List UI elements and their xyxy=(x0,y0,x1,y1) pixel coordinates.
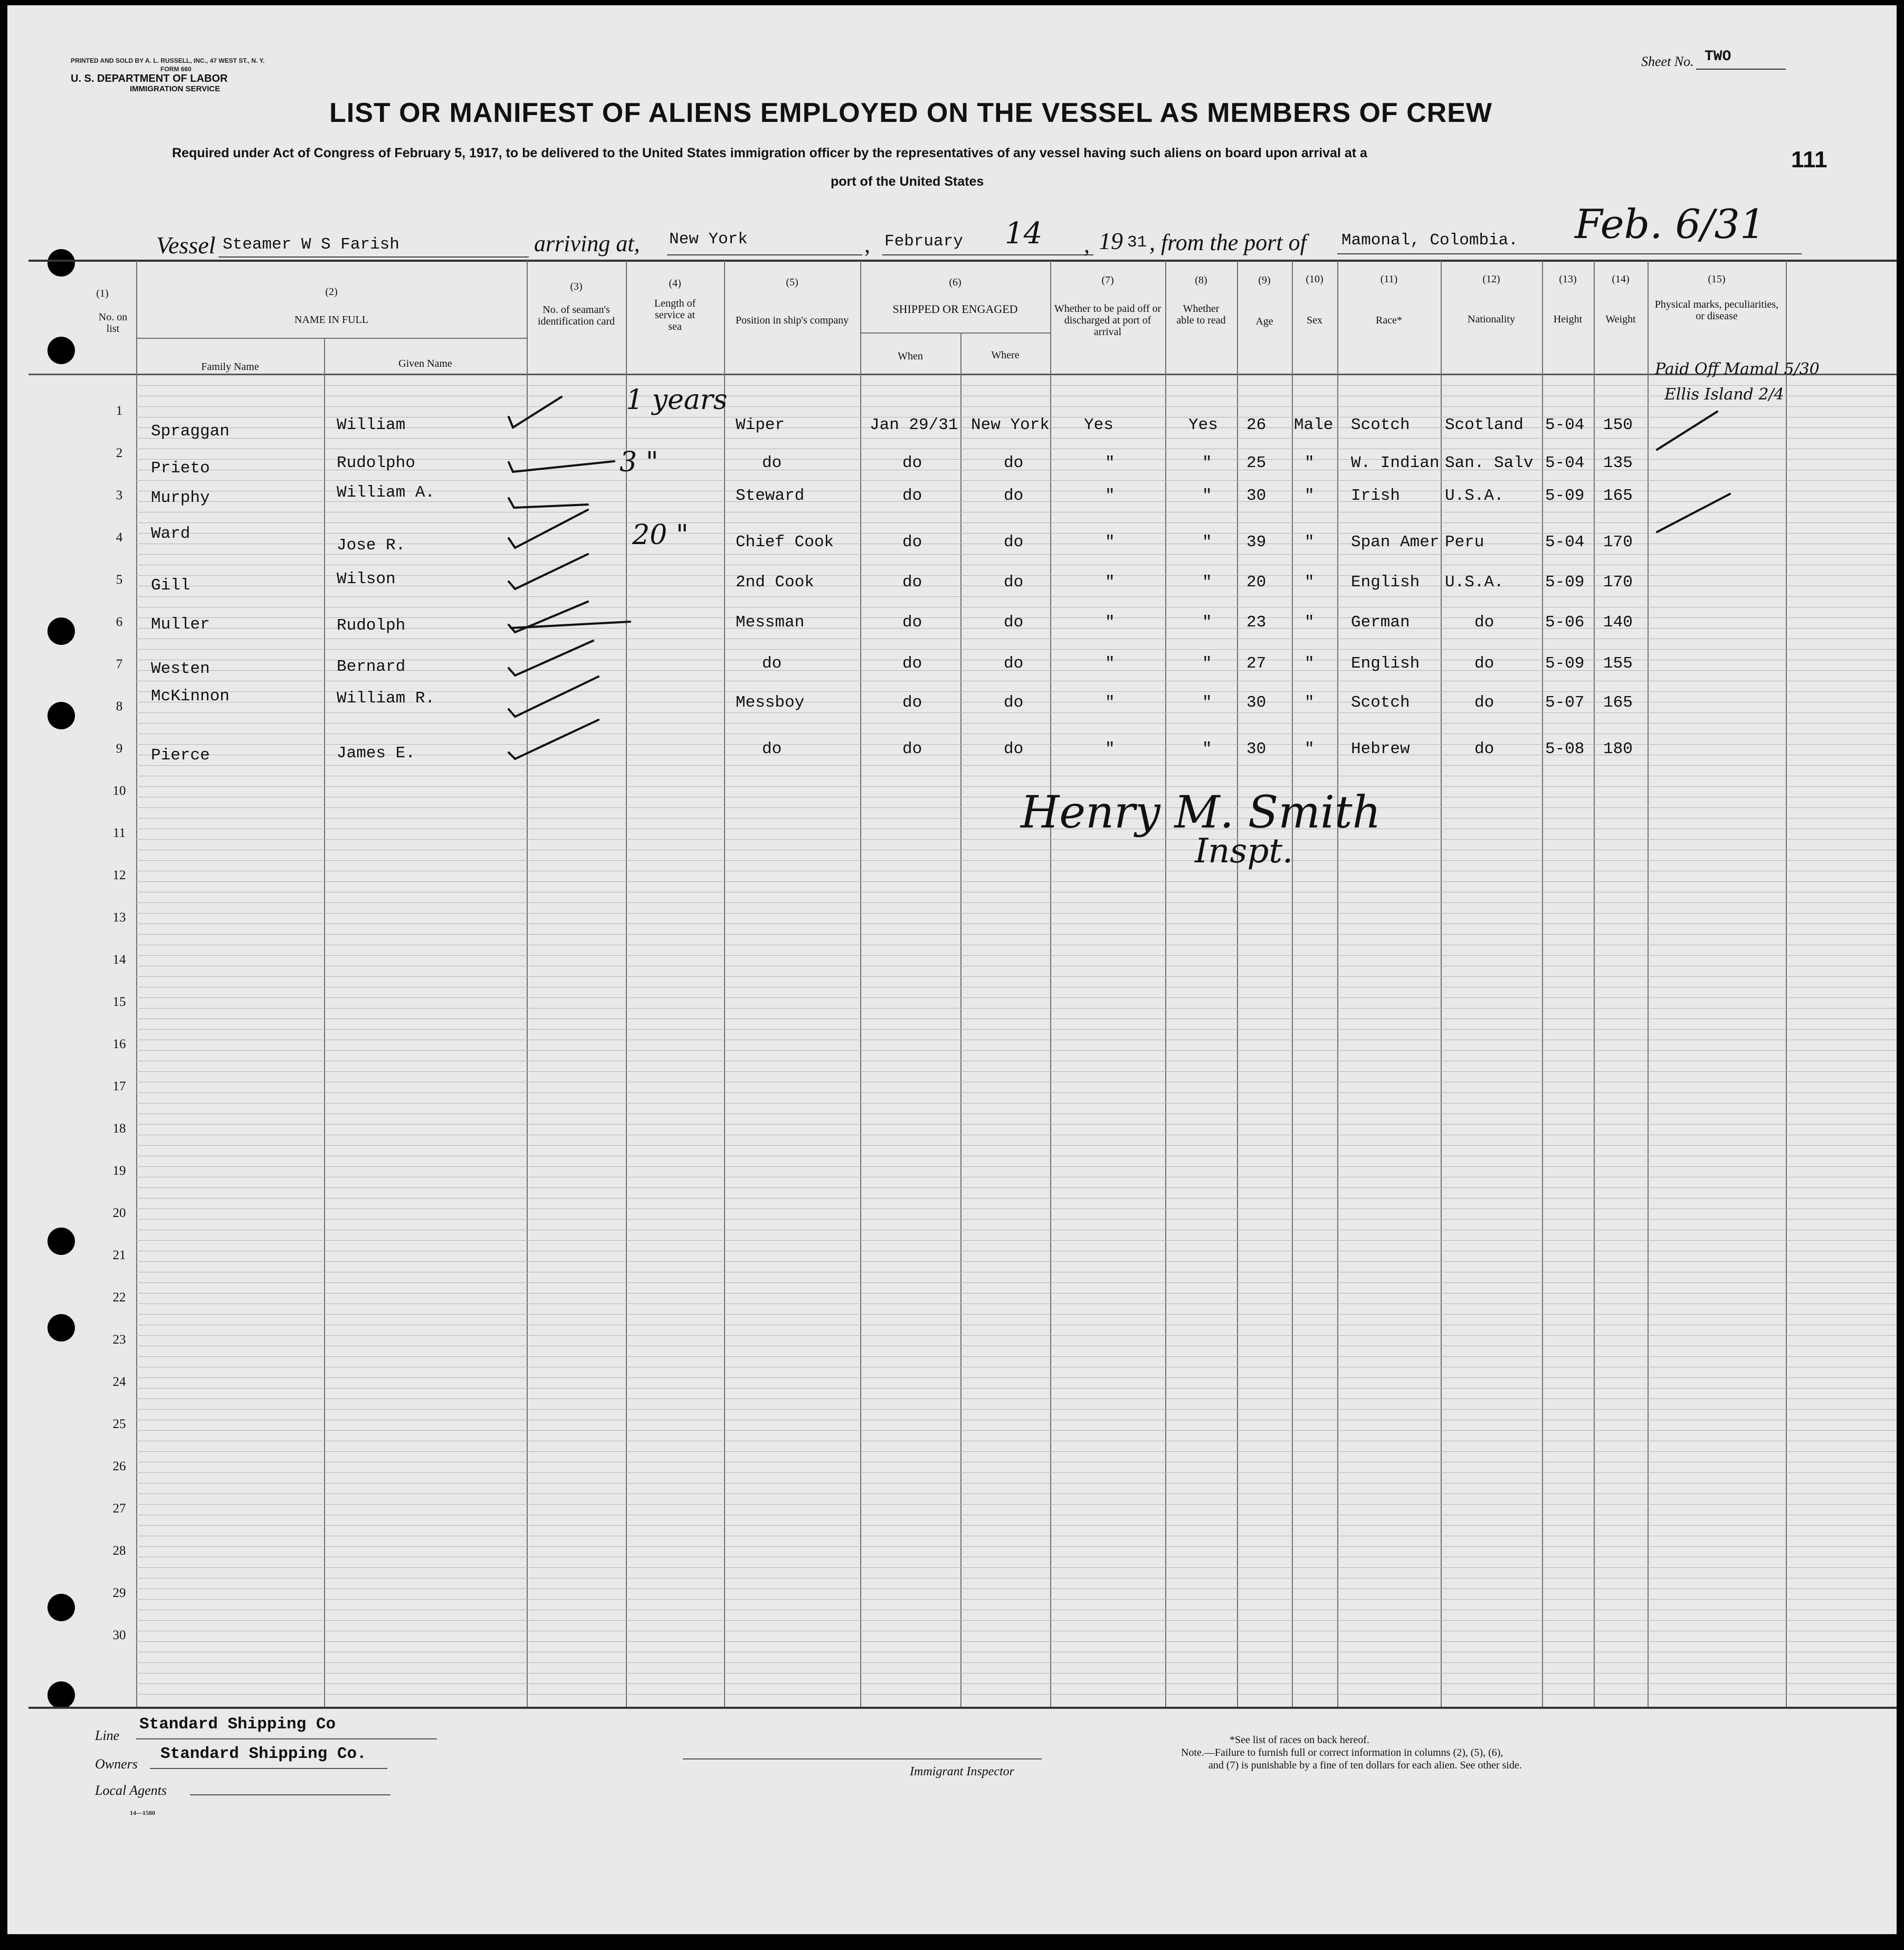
age-cell: 39 xyxy=(1246,533,1267,551)
able-to-read-cell: " xyxy=(1202,573,1212,592)
col-12-label: Nationality xyxy=(1468,313,1515,325)
paid-off-cell: " xyxy=(1105,613,1115,632)
col-5-label: Position in ship's company xyxy=(735,315,849,326)
owners-label: Owners xyxy=(95,1756,138,1772)
able-to-read-cell: " xyxy=(1202,533,1212,551)
row-number: 15 xyxy=(112,995,126,1009)
shipped-when-cell: do xyxy=(902,740,922,758)
physical-marks-note-2: Ellis Island 2/4 xyxy=(1664,385,1784,404)
local-agents-underline xyxy=(190,1794,391,1795)
height-cell: 5-06 xyxy=(1545,613,1585,632)
check-mark xyxy=(511,622,630,628)
shipped-when-cell: do xyxy=(902,654,922,673)
col-3-number: (3) xyxy=(570,281,583,292)
shipped-when-cell: do xyxy=(902,533,922,551)
col-5-number: (5) xyxy=(786,277,798,288)
age-cell: 30 xyxy=(1246,740,1267,758)
given-name-cell: William xyxy=(337,416,406,434)
able-to-read-cell: Yes xyxy=(1188,416,1218,434)
family-name-cell: Murphy xyxy=(151,489,210,507)
subtitle-line-1: Required under Act of Congress of February 5, 1917, to be delivered to the United States immigration officer by the representatives of any vessel having such aliens on board upon arrival at a xyxy=(172,146,1367,160)
inspector-signature-line xyxy=(683,1758,1042,1759)
line-value: Standard Shipping Co xyxy=(139,1715,336,1734)
row-number: 13 xyxy=(112,910,126,925)
shipped-where-cell: do xyxy=(1004,454,1024,472)
row-number: 2 xyxy=(116,446,123,460)
col-4-label: Length of service at sea xyxy=(654,298,696,332)
row-number: 9 xyxy=(116,741,123,756)
paid-off-cell: " xyxy=(1105,533,1115,551)
nationality-cell: do xyxy=(1474,654,1494,673)
nationality-cell: Peru xyxy=(1445,533,1484,551)
form-number: FORM 660 xyxy=(160,65,192,73)
owners-value: Standard Shipping Co. xyxy=(160,1745,367,1763)
check-mark xyxy=(509,498,588,508)
paid-off-cell: " xyxy=(1105,454,1115,472)
col-10-number: (10) xyxy=(1306,273,1324,285)
col-7-label: Whether to be paid off or discharged at port of arrival xyxy=(1054,303,1162,338)
given-name-cell: Jose R. xyxy=(337,536,406,555)
row-number: 4 xyxy=(116,530,123,545)
height-cell: 5-09 xyxy=(1545,573,1585,592)
family-name-cell: Westen xyxy=(151,660,210,678)
col-2-label: NAME IN FULL xyxy=(294,314,368,326)
weight-cell: 155 xyxy=(1603,654,1633,673)
year-prefix: 19 xyxy=(1099,227,1123,254)
line-label: Line xyxy=(95,1728,120,1743)
vessel-name: Steamer W S Farish xyxy=(223,235,399,254)
sex-cell: " xyxy=(1305,487,1315,505)
age-cell: 26 xyxy=(1246,416,1267,434)
year-suffix: 31 xyxy=(1127,233,1147,252)
row-number: 22 xyxy=(112,1290,126,1305)
col-6-when-label: When xyxy=(898,350,923,362)
able-to-read-cell: " xyxy=(1202,454,1212,472)
row-number: 7 xyxy=(116,657,123,671)
sex-cell: " xyxy=(1305,533,1315,551)
row-number: 28 xyxy=(112,1544,126,1558)
col-15-number: (15) xyxy=(1708,273,1726,285)
row-number: 20 xyxy=(112,1206,126,1220)
family-name-cell: McKinnon xyxy=(151,687,230,706)
shipped-where-cell: do xyxy=(1004,693,1024,712)
nationality-cell: do xyxy=(1474,693,1494,712)
printer-imprint: PRINTED AND SOLD BY A. L. RUSSELL, INC., 47 WEST ST., N. Y. xyxy=(71,57,265,64)
row-number: 16 xyxy=(112,1037,126,1051)
height-cell: 5-09 xyxy=(1545,487,1585,505)
col-2-number: (2) xyxy=(325,286,338,298)
age-cell: 30 xyxy=(1246,693,1267,712)
col-6-label: SHIPPED OR ENGAGED xyxy=(892,302,1018,316)
col-14-number: (14) xyxy=(1612,273,1630,285)
race-cell: Hebrew xyxy=(1351,740,1410,758)
weight-cell: 165 xyxy=(1603,693,1633,712)
given-name-cell: William R. xyxy=(337,689,435,708)
inspector-signature: Henry M. Smith xyxy=(1021,786,1381,838)
paid-off-cell: " xyxy=(1105,654,1115,673)
position-cell: Messboy xyxy=(736,693,805,712)
race-cell: German xyxy=(1351,613,1410,632)
given-name-cell: Bernard xyxy=(337,658,406,676)
service-length-2: 3 " xyxy=(620,446,659,478)
paid-off-cell: " xyxy=(1105,573,1115,592)
row-number: 26 xyxy=(112,1459,126,1473)
weight-cell: 180 xyxy=(1603,740,1633,758)
row-number: 24 xyxy=(112,1375,126,1389)
nationality-cell: do xyxy=(1474,613,1494,632)
arriving-label: arriving at, xyxy=(534,231,640,256)
row-number: 23 xyxy=(112,1333,126,1347)
col-2-given-label: Given Name xyxy=(398,358,452,369)
position-cell: do xyxy=(762,454,782,472)
sex-cell: " xyxy=(1305,693,1315,712)
nationality-cell: U.S.A. xyxy=(1445,487,1504,505)
weight-cell: 170 xyxy=(1603,573,1633,592)
check-mark xyxy=(509,677,598,717)
row-number: 14 xyxy=(112,953,126,967)
local-agents-label: Local Agents xyxy=(95,1783,167,1798)
col-13-label: Height xyxy=(1553,313,1583,325)
col-11-number: (11) xyxy=(1380,273,1398,285)
shipped-when-cell: do xyxy=(902,454,922,472)
paid-off-cell: " xyxy=(1105,487,1115,505)
family-name-cell: Prieto xyxy=(151,459,210,478)
row-number: 11 xyxy=(112,826,126,840)
vessel-label: Vessel xyxy=(156,232,216,259)
race-cell: W. Indian xyxy=(1351,454,1440,472)
position-cell: 2nd Cook xyxy=(736,573,814,592)
service-length-4: 20 " xyxy=(632,519,689,551)
able-to-read-cell: " xyxy=(1202,693,1212,712)
col-1-number: (1) xyxy=(96,288,109,299)
shipped-when-cell: Jan 29/31 xyxy=(870,416,958,434)
paid-off-cell: " xyxy=(1105,693,1115,712)
row-number: 19 xyxy=(112,1164,126,1178)
row-number: 10 xyxy=(112,784,126,798)
from-port-label: , from the port of xyxy=(1149,230,1307,255)
service-name: IMMIGRATION SERVICE xyxy=(130,84,221,93)
row-number: 18 xyxy=(112,1121,126,1136)
form-code: 14—1580 xyxy=(130,1809,155,1816)
col-10-label: Sex xyxy=(1307,315,1322,326)
shipped-where-cell: New York xyxy=(971,416,1050,434)
page-number: 111 xyxy=(1791,147,1827,173)
position-cell: Steward xyxy=(736,487,805,505)
sheet-number-label: Sheet No. xyxy=(1641,54,1694,69)
arrival-port: New York xyxy=(669,230,748,249)
races-note: *See list of races on back hereof. xyxy=(1230,1734,1369,1746)
check-mark xyxy=(509,397,561,427)
sheet-number: TWO xyxy=(1705,49,1731,65)
handwritten-marks xyxy=(7,5,1897,1934)
weight-cell: 135 xyxy=(1603,454,1633,472)
comma: , xyxy=(864,232,870,258)
sex-cell: " xyxy=(1305,740,1315,758)
race-cell: Scotch xyxy=(1351,416,1410,434)
department-name: U. S. DEPARTMENT OF LABOR xyxy=(71,73,228,84)
age-cell: 27 xyxy=(1246,654,1267,673)
stamp-date: Feb. 6/31 xyxy=(1575,201,1766,248)
arrival-month: February xyxy=(884,232,963,251)
manifest-sheet xyxy=(7,5,1897,1934)
row-number: 12 xyxy=(112,868,126,882)
nationality-cell: do xyxy=(1474,740,1494,758)
height-cell: 5-08 xyxy=(1545,740,1585,758)
subtitle-line-2: port of the United States xyxy=(831,174,984,189)
height-cell: 5-04 xyxy=(1545,533,1585,551)
arrival-day: 14 xyxy=(1005,216,1043,251)
race-cell: English xyxy=(1351,573,1420,592)
age-cell: 30 xyxy=(1246,487,1267,505)
row-number: 30 xyxy=(112,1628,126,1642)
penalty-note-2: and (7) is punishable by a fine of ten dollars for each alien. See other side. xyxy=(1208,1759,1522,1771)
able-to-read-cell: " xyxy=(1202,487,1212,505)
inspector-signature-title: Inspt. xyxy=(1195,832,1293,871)
col-7-number: (7) xyxy=(1101,274,1114,286)
col-8-number: (8) xyxy=(1195,274,1207,286)
row-number: 3 xyxy=(116,488,123,502)
shipped-when-cell: do xyxy=(902,613,922,632)
family-name-cell: Gill xyxy=(151,576,191,595)
shipped-when-cell: do xyxy=(902,693,922,712)
given-name-cell: William A. xyxy=(337,483,435,502)
able-to-read-cell: " xyxy=(1202,613,1212,632)
sex-cell: " xyxy=(1305,573,1315,592)
weight-cell: 140 xyxy=(1603,613,1633,632)
family-name-cell: Ward xyxy=(151,525,191,543)
col-2-family-label: Family Name xyxy=(201,361,259,373)
paid-off-cell: Yes xyxy=(1084,416,1113,434)
inspector-label: Immigrant Inspector xyxy=(910,1765,1014,1778)
line-underline xyxy=(136,1738,437,1739)
given-name-cell: Rudolpho xyxy=(337,454,415,472)
sex-cell: " xyxy=(1305,454,1315,472)
penalty-note-1: Note.—Failure to furnish full or correct information in columns (2), (5), (6), xyxy=(1181,1747,1503,1758)
age-cell: 25 xyxy=(1246,454,1267,472)
shipped-when-cell: do xyxy=(902,573,922,592)
shipped-where-cell: do xyxy=(1004,613,1024,632)
given-name-cell: Wilson xyxy=(337,570,396,588)
shipped-where-cell: do xyxy=(1004,573,1024,592)
check-mark xyxy=(509,720,598,759)
paid-off-cell: " xyxy=(1105,740,1115,758)
col-1-label: No. on list xyxy=(98,311,128,335)
sex-cell: Male xyxy=(1294,416,1334,434)
nationality-cell: San. Salv xyxy=(1445,454,1534,472)
given-name-cell: Rudolph xyxy=(337,616,406,635)
age-cell: 20 xyxy=(1246,573,1267,592)
row-number: 1 xyxy=(116,404,123,418)
col-9-label: Age xyxy=(1255,316,1273,327)
col-3-label: No. of seaman's identification card xyxy=(537,304,615,327)
height-cell: 5-04 xyxy=(1545,416,1585,434)
row-number: 25 xyxy=(112,1417,126,1431)
position-cell: Messman xyxy=(736,613,805,632)
owners-underline xyxy=(150,1768,387,1769)
col-13-number: (13) xyxy=(1559,273,1577,285)
row-number: 29 xyxy=(112,1586,126,1600)
col-15-label: Physical marks, peculiarities, or disease xyxy=(1654,299,1779,322)
nationality-cell: Scotland xyxy=(1445,416,1524,434)
page-title: LIST OR MANIFEST OF ALIENS EMPLOYED ON THE VESSEL AS MEMBERS OF CREW xyxy=(329,98,1492,128)
shipped-where-cell: do xyxy=(1004,533,1024,551)
col-12-number: (12) xyxy=(1482,273,1500,285)
check-mark xyxy=(509,554,588,589)
family-name-cell: Spraggan xyxy=(151,422,230,441)
row-number: 8 xyxy=(116,699,123,714)
row-number: 6 xyxy=(116,615,123,629)
check-mark xyxy=(509,641,593,676)
col-8-label: Whether able to read xyxy=(1176,303,1226,326)
check-mark xyxy=(509,510,588,548)
col-6-number: (6) xyxy=(949,277,961,288)
height-cell: 5-04 xyxy=(1545,454,1585,472)
shipped-where-cell: do xyxy=(1004,740,1024,758)
sex-cell: " xyxy=(1305,613,1315,632)
row-number: 27 xyxy=(112,1501,126,1516)
col-6-where-label: Where xyxy=(991,349,1020,361)
position-cell: do xyxy=(762,740,782,758)
shipped-when-cell: do xyxy=(902,487,922,505)
row-number: 5 xyxy=(116,573,123,587)
family-name-cell: Pierce xyxy=(151,746,210,765)
shipped-where-cell: do xyxy=(1004,487,1024,505)
age-cell: 23 xyxy=(1246,613,1267,632)
nationality-cell: U.S.A. xyxy=(1445,573,1504,592)
position-cell: Chief Cook xyxy=(736,533,834,551)
service-length-1: 1 years xyxy=(626,384,728,416)
check-mark xyxy=(1657,494,1730,532)
check-mark xyxy=(509,461,614,472)
position-cell: do xyxy=(762,654,782,673)
comma: , xyxy=(1084,232,1090,258)
col-11-label: Race* xyxy=(1376,315,1402,326)
race-cell: English xyxy=(1351,654,1420,673)
able-to-read-cell: " xyxy=(1202,740,1212,758)
given-name-cell: James E. xyxy=(337,744,415,763)
row-number: 17 xyxy=(112,1079,126,1093)
check-mark xyxy=(1657,412,1717,450)
family-name-cell: Muller xyxy=(151,615,210,634)
row-number: 21 xyxy=(112,1248,126,1262)
race-cell: Span Amer xyxy=(1351,533,1440,551)
weight-cell: 150 xyxy=(1603,416,1633,434)
departure-port: Mamonal, Colombia. xyxy=(1341,231,1518,250)
col-9-number: (9) xyxy=(1258,274,1271,286)
weight-cell: 170 xyxy=(1603,533,1633,551)
height-cell: 5-07 xyxy=(1545,693,1585,712)
col-14-label: Weight xyxy=(1605,313,1636,325)
race-cell: Irish xyxy=(1351,487,1401,505)
position-cell: Wiper xyxy=(736,416,785,434)
able-to-read-cell: " xyxy=(1202,654,1212,673)
col-4-number: (4) xyxy=(669,278,681,289)
race-cell: Scotch xyxy=(1351,693,1410,712)
height-cell: 5-09 xyxy=(1545,654,1585,673)
sex-cell: " xyxy=(1305,654,1315,673)
weight-cell: 165 xyxy=(1603,487,1633,505)
physical-marks-note-1: Paid Off Mamal 5/30 xyxy=(1655,360,1820,378)
shipped-where-cell: do xyxy=(1004,654,1024,673)
